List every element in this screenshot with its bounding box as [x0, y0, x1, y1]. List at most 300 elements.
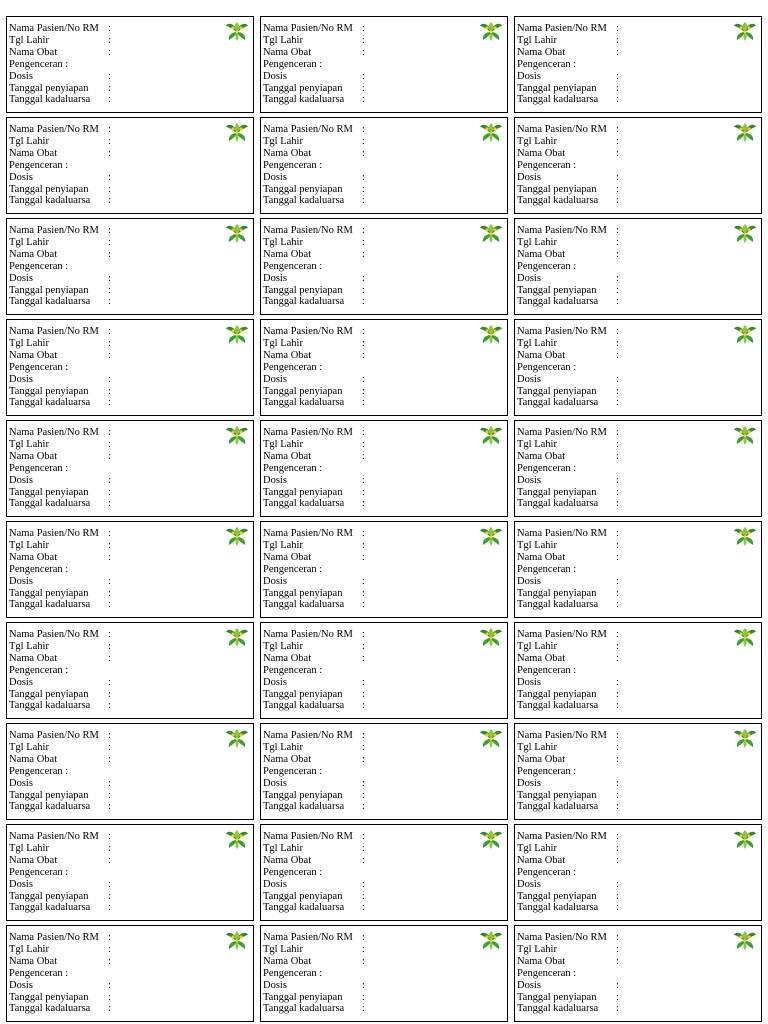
- field-label: Tanggal penyiapan: [517, 688, 597, 700]
- field-label: Pengenceran :: [263, 361, 323, 373]
- field-label: Tgl Lahir: [9, 135, 49, 147]
- field-label: Tgl Lahir: [517, 34, 557, 46]
- label-field-row: [517, 35, 761, 47]
- field-label: Dosis: [517, 171, 541, 183]
- field-colon: :: [616, 730, 619, 741]
- field-colon: :: [362, 902, 365, 914]
- field-label: Nama Pasien/No RM: [517, 831, 607, 842]
- medication-label-1: [6, 16, 254, 113]
- label-field-row: [517, 338, 761, 350]
- medication-label-11: [260, 319, 508, 416]
- field-label: Pengenceran :: [9, 664, 69, 676]
- field-colon: :: [362, 676, 365, 688]
- label-field-row: [517, 902, 761, 914]
- label-field-row: [263, 71, 507, 83]
- label-fields: [9, 23, 253, 106]
- field-colon: :: [616, 1003, 619, 1015]
- label-field-row: [517, 261, 761, 273]
- label-fields: [9, 225, 253, 308]
- label-field-row: [9, 700, 253, 712]
- field-colon: :: [616, 979, 619, 991]
- green-leaf-flower-logo-icon: [225, 121, 249, 143]
- label-field-row: [517, 855, 761, 867]
- field-label: Nama Pasien/No RM: [9, 225, 99, 236]
- field-colon: :: [616, 326, 619, 337]
- field-label: Pengenceran :: [263, 260, 323, 272]
- field-colon: :: [108, 878, 111, 890]
- label-field-row: [263, 475, 507, 487]
- field-colon: :: [616, 272, 619, 284]
- label-field-row: [517, 944, 761, 956]
- field-label: Nama Obat: [263, 652, 312, 664]
- field-colon: :: [616, 599, 619, 611]
- field-colon: :: [616, 902, 619, 914]
- label-field-row: [517, 195, 761, 207]
- label-fields: [517, 932, 761, 1015]
- label-field-row: [9, 790, 253, 802]
- label-field-row: [263, 273, 507, 285]
- label-field-row: [9, 487, 253, 499]
- green-leaf-flower-logo-icon: [479, 525, 503, 547]
- field-label: Nama Pasien/No RM: [9, 427, 99, 438]
- field-colon: :: [362, 46, 365, 58]
- field-label: Nama Pasien/No RM: [517, 528, 607, 539]
- field-colon: :: [616, 236, 619, 248]
- label-fields: [263, 528, 507, 611]
- label-field-row: [517, 742, 761, 754]
- field-label: Dosis: [517, 474, 541, 486]
- label-field-row: [517, 576, 761, 588]
- label-field-row: [9, 980, 253, 992]
- green-leaf-flower-logo-icon: [733, 828, 757, 850]
- field-label: Nama Obat: [517, 248, 566, 260]
- field-colon: :: [616, 82, 619, 94]
- green-leaf-flower-logo-icon: [225, 929, 249, 951]
- field-colon: :: [108, 575, 111, 587]
- label-fields: [517, 629, 761, 712]
- field-colon: :: [362, 349, 365, 361]
- field-colon: :: [616, 587, 619, 599]
- field-label: Pengenceran :: [263, 664, 323, 676]
- field-colon: :: [616, 34, 619, 46]
- label-fields: [517, 23, 761, 106]
- field-label: Tgl Lahir: [9, 640, 49, 652]
- label-field-row: [517, 528, 761, 540]
- label-field-row: [9, 730, 253, 742]
- medication-label-8: [260, 218, 508, 315]
- green-leaf-flower-logo-icon: [733, 525, 757, 547]
- label-field-row: [263, 843, 507, 855]
- label-field-row: [263, 778, 507, 790]
- field-label: Nama Pasien/No RM: [517, 23, 607, 34]
- label-field-row: [263, 386, 507, 398]
- field-colon: :: [616, 135, 619, 147]
- field-label: Nama Pasien/No RM: [9, 629, 99, 640]
- field-colon: :: [108, 272, 111, 284]
- green-leaf-flower-logo-icon: [733, 20, 757, 42]
- field-colon: :: [616, 486, 619, 498]
- field-label: Nama Obat: [517, 551, 566, 563]
- field-label: Nama Obat: [517, 854, 566, 866]
- label-field-row: [517, 94, 761, 106]
- field-label: Tanggal kadaluarsa: [517, 902, 599, 914]
- field-label: Pengenceran :: [517, 462, 577, 474]
- label-field-row: [263, 730, 507, 742]
- label-fields: [517, 124, 761, 207]
- label-field-row: [517, 326, 761, 338]
- label-field-row: [9, 225, 253, 237]
- field-colon: :: [616, 676, 619, 688]
- green-leaf-flower-logo-icon: [733, 323, 757, 345]
- label-field-row: [263, 552, 507, 564]
- field-colon: :: [108, 34, 111, 46]
- field-colon: :: [362, 385, 365, 397]
- medication-label-24: [514, 723, 762, 820]
- field-label: Nama Obat: [263, 46, 312, 58]
- field-label: Dosis: [263, 373, 287, 385]
- field-label: Nama Pasien/No RM: [263, 326, 353, 337]
- field-label: Nama Obat: [263, 147, 312, 159]
- field-label: Tanggal penyiapan: [9, 991, 89, 1003]
- field-label: Tanggal kadaluarsa: [9, 296, 91, 308]
- field-colon: :: [362, 932, 365, 943]
- field-colon: :: [616, 373, 619, 385]
- label-field-row: [263, 754, 507, 766]
- label-field-row: [517, 23, 761, 35]
- field-label: Dosis: [263, 676, 287, 688]
- field-colon: :: [108, 427, 111, 438]
- field-label: Tgl Lahir: [517, 337, 557, 349]
- label-field-row: [9, 689, 253, 701]
- label-field-row: [263, 59, 507, 71]
- label-field-row: [9, 350, 253, 362]
- label-field-row: [263, 136, 507, 148]
- field-colon: :: [362, 183, 365, 195]
- field-label: Nama Obat: [263, 854, 312, 866]
- field-label: Tgl Lahir: [263, 438, 303, 450]
- label-field-row: [263, 944, 507, 956]
- field-colon: :: [362, 397, 365, 409]
- label-field-row: [263, 790, 507, 802]
- label-field-row: [263, 956, 507, 968]
- label-field-row: [263, 397, 507, 409]
- medication-label-21: [514, 622, 762, 719]
- medication-label-22: [6, 723, 254, 820]
- label-field-row: [263, 980, 507, 992]
- field-colon: :: [108, 135, 111, 147]
- field-label: Tanggal penyiapan: [263, 486, 343, 498]
- green-leaf-flower-logo-icon: [225, 323, 249, 345]
- field-label: Tgl Lahir: [263, 842, 303, 854]
- field-label: Tanggal penyiapan: [9, 385, 89, 397]
- field-label: Tanggal penyiapan: [9, 789, 89, 801]
- field-colon: :: [362, 753, 365, 765]
- label-field-row: [9, 528, 253, 540]
- label-fields: [263, 629, 507, 712]
- field-label: Nama Pasien/No RM: [263, 225, 353, 236]
- field-colon: :: [616, 854, 619, 866]
- label-field-row: [263, 1003, 507, 1015]
- label-field-row: [263, 148, 507, 160]
- label-field-row: [263, 867, 507, 879]
- field-label: Nama Obat: [517, 349, 566, 361]
- label-field-row: [263, 124, 507, 136]
- label-field-row: [517, 463, 761, 475]
- field-label: Tanggal penyiapan: [263, 385, 343, 397]
- label-field-row: [263, 665, 507, 677]
- field-colon: :: [362, 195, 365, 207]
- field-colon: :: [108, 528, 111, 539]
- field-colon: :: [616, 385, 619, 397]
- field-label: Tanggal penyiapan: [517, 284, 597, 296]
- medication-label-9: [514, 218, 762, 315]
- field-label: Tanggal kadaluarsa: [263, 94, 345, 106]
- field-label: Nama Obat: [9, 349, 58, 361]
- field-label: Tgl Lahir: [517, 741, 557, 753]
- field-colon: :: [108, 486, 111, 498]
- label-field-row: [517, 160, 761, 172]
- field-label: Nama Pasien/No RM: [9, 528, 99, 539]
- field-colon: :: [616, 842, 619, 854]
- field-label: Tgl Lahir: [517, 640, 557, 652]
- field-colon: :: [108, 539, 111, 551]
- field-label: Nama Obat: [9, 248, 58, 260]
- field-colon: :: [108, 147, 111, 159]
- field-colon: :: [362, 801, 365, 813]
- field-colon: :: [108, 349, 111, 361]
- field-colon: :: [108, 599, 111, 611]
- label-field-row: [263, 564, 507, 576]
- field-colon: :: [362, 450, 365, 462]
- field-label: Tgl Lahir: [263, 640, 303, 652]
- label-field-row: [263, 463, 507, 475]
- field-colon: :: [362, 831, 365, 842]
- field-label: Tanggal penyiapan: [517, 991, 597, 1003]
- field-label: Tanggal kadaluarsa: [517, 397, 599, 409]
- field-colon: :: [108, 676, 111, 688]
- field-label: Pengenceran :: [517, 563, 577, 575]
- green-leaf-flower-logo-icon: [733, 424, 757, 446]
- label-field-row: [517, 475, 761, 487]
- field-label: Nama Pasien/No RM: [9, 831, 99, 842]
- field-colon: :: [108, 587, 111, 599]
- label-fields: [263, 124, 507, 207]
- label-field-row: [517, 71, 761, 83]
- field-colon: :: [108, 373, 111, 385]
- green-leaf-flower-logo-icon: [733, 222, 757, 244]
- label-field-row: [9, 362, 253, 374]
- field-colon: :: [616, 831, 619, 842]
- label-field-row: [263, 498, 507, 510]
- label-field-row: [9, 35, 253, 47]
- label-field-row: [9, 296, 253, 308]
- label-field-row: [517, 980, 761, 992]
- label-field-row: [517, 754, 761, 766]
- field-label: Tgl Lahir: [9, 236, 49, 248]
- field-colon: :: [616, 70, 619, 82]
- label-field-row: [9, 867, 253, 879]
- field-label: Tanggal kadaluarsa: [517, 498, 599, 510]
- field-colon: :: [616, 789, 619, 801]
- label-field-row: [9, 766, 253, 778]
- label-field-row: [263, 855, 507, 867]
- label-field-row: [263, 35, 507, 47]
- field-colon: :: [108, 171, 111, 183]
- label-fields: [263, 326, 507, 409]
- medication-label-29: [260, 925, 508, 1022]
- field-colon: :: [616, 284, 619, 296]
- label-field-row: [263, 94, 507, 106]
- field-colon: :: [108, 225, 111, 236]
- field-colon: :: [362, 979, 365, 991]
- label-field-row: [517, 374, 761, 386]
- field-colon: :: [362, 587, 365, 599]
- field-label: Tanggal kadaluarsa: [9, 700, 91, 712]
- field-colon: :: [616, 248, 619, 260]
- label-field-row: [9, 564, 253, 576]
- field-label: Tanggal kadaluarsa: [517, 195, 599, 207]
- field-colon: :: [616, 474, 619, 486]
- field-label: Tgl Lahir: [9, 842, 49, 854]
- field-label: Nama Obat: [9, 652, 58, 664]
- field-colon: :: [108, 688, 111, 700]
- field-label: Nama Obat: [517, 753, 566, 765]
- field-colon: :: [108, 842, 111, 854]
- field-label: Tanggal penyiapan: [9, 688, 89, 700]
- field-label: Tanggal penyiapan: [517, 486, 597, 498]
- label-field-row: [263, 237, 507, 249]
- label-field-row: [517, 665, 761, 677]
- field-colon: :: [362, 326, 365, 337]
- field-colon: :: [108, 248, 111, 260]
- field-label: Nama Obat: [517, 652, 566, 664]
- field-label: Tanggal penyiapan: [517, 82, 597, 94]
- field-colon: :: [108, 46, 111, 58]
- field-label: Pengenceran :: [9, 361, 69, 373]
- field-label: Tgl Lahir: [263, 943, 303, 955]
- field-colon: :: [362, 248, 365, 260]
- field-label: Tanggal kadaluarsa: [263, 498, 345, 510]
- medication-label-6: [514, 117, 762, 214]
- label-fields: [9, 124, 253, 207]
- field-label: Tanggal penyiapan: [517, 385, 597, 397]
- field-colon: :: [362, 1003, 365, 1015]
- field-label: Nama Pasien/No RM: [263, 427, 353, 438]
- label-field-row: [263, 439, 507, 451]
- field-colon: :: [616, 498, 619, 510]
- label-field-row: [9, 599, 253, 611]
- label-fields: [517, 427, 761, 510]
- field-label: Tanggal kadaluarsa: [9, 94, 91, 106]
- label-field-row: [9, 831, 253, 843]
- label-field-row: [263, 992, 507, 1004]
- label-field-row: [9, 427, 253, 439]
- field-label: Nama Pasien/No RM: [263, 528, 353, 539]
- field-label: Tgl Lahir: [517, 539, 557, 551]
- label-field-row: [9, 195, 253, 207]
- field-colon: :: [362, 272, 365, 284]
- label-field-row: [9, 992, 253, 1004]
- green-leaf-flower-logo-icon: [479, 828, 503, 850]
- field-label: Pengenceran :: [263, 58, 323, 70]
- green-leaf-flower-logo-icon: [225, 828, 249, 850]
- field-label: Dosis: [517, 373, 541, 385]
- field-colon: :: [616, 397, 619, 409]
- field-label: Tanggal penyiapan: [517, 789, 597, 801]
- field-colon: :: [108, 831, 111, 842]
- label-field-row: [9, 148, 253, 160]
- field-colon: :: [616, 955, 619, 967]
- label-field-row: [517, 968, 761, 980]
- medication-label-18: [514, 521, 762, 618]
- label-fields: [517, 225, 761, 308]
- medication-label-15: [514, 420, 762, 517]
- label-field-row: [9, 540, 253, 552]
- field-label: Pengenceran :: [263, 462, 323, 474]
- medication-label-30: [514, 925, 762, 1022]
- field-label: Nama Pasien/No RM: [9, 932, 99, 943]
- label-field-row: [263, 172, 507, 184]
- label-field-row: [9, 891, 253, 903]
- field-colon: :: [108, 943, 111, 955]
- label-field-row: [517, 564, 761, 576]
- field-colon: :: [362, 171, 365, 183]
- field-label: Pengenceran :: [517, 260, 577, 272]
- field-colon: :: [108, 385, 111, 397]
- field-label: Nama Pasien/No RM: [9, 23, 99, 34]
- field-colon: :: [108, 438, 111, 450]
- field-label: Dosis: [263, 272, 287, 284]
- label-fields: [517, 730, 761, 813]
- field-colon: :: [362, 147, 365, 159]
- field-label: Tgl Lahir: [9, 741, 49, 753]
- label-field-row: [263, 599, 507, 611]
- medication-label-10: [6, 319, 254, 416]
- field-label: Tgl Lahir: [263, 34, 303, 46]
- field-label: Pengenceran :: [517, 866, 577, 878]
- field-colon: :: [108, 777, 111, 789]
- label-field-row: [9, 23, 253, 35]
- label-field-row: [517, 397, 761, 409]
- field-label: Nama Obat: [9, 551, 58, 563]
- label-field-row: [517, 362, 761, 374]
- label-field-row: [517, 1003, 761, 1015]
- field-colon: :: [108, 652, 111, 664]
- green-leaf-flower-logo-icon: [479, 20, 503, 42]
- green-leaf-flower-logo-icon: [479, 727, 503, 749]
- field-label: Nama Pasien/No RM: [263, 124, 353, 135]
- label-field-row: [263, 689, 507, 701]
- label-field-row: [517, 249, 761, 261]
- field-label: Tanggal penyiapan: [263, 183, 343, 195]
- medication-label-19: [6, 622, 254, 719]
- label-fields: [263, 23, 507, 106]
- label-field-row: [9, 944, 253, 956]
- field-label: Tanggal penyiapan: [263, 82, 343, 94]
- field-colon: :: [616, 688, 619, 700]
- field-label: Tgl Lahir: [517, 943, 557, 955]
- label-field-row: [9, 124, 253, 136]
- label-field-row: [517, 172, 761, 184]
- label-field-row: [263, 338, 507, 350]
- field-colon: :: [616, 147, 619, 159]
- label-fields: [9, 528, 253, 611]
- field-label: Pengenceran :: [517, 58, 577, 70]
- field-colon: :: [108, 23, 111, 34]
- label-field-row: [263, 932, 507, 944]
- label-field-row: [517, 831, 761, 843]
- field-colon: :: [616, 890, 619, 902]
